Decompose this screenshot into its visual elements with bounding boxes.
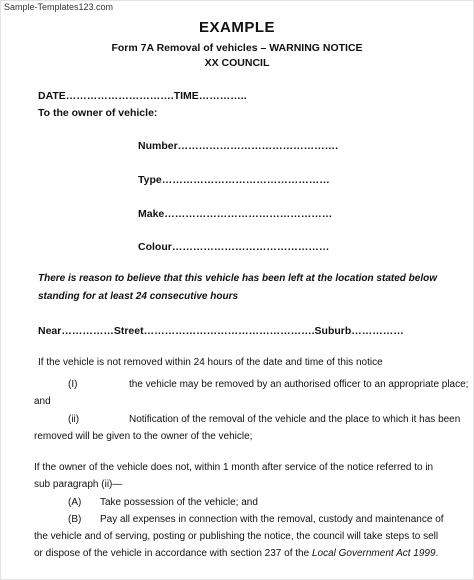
item-b-continuation-1: the vehicle and of serving, posting or publishing the notice, the council will take steps to sell xyxy=(34,531,439,542)
act-name: Local Government Act 1999 xyxy=(311,548,436,559)
paragraph-2-line-2: sub paragraph (ii)— xyxy=(34,479,123,490)
statement-line-2: standing for at least 24 consecutive hours xyxy=(38,291,239,302)
colour-field: Colour……………………………………… xyxy=(138,241,330,253)
item-b-text: Pay all expenses in connection with the removal, custody and maintenance of xyxy=(100,514,444,525)
type-field: Type………………………………………… xyxy=(138,174,330,186)
statement-line-1: There is reason to believe that this vehicle has been left at the location stated below xyxy=(38,273,437,284)
paragraph-1: If the vehicle is not removed within 24 hours of the date and time of this notice xyxy=(38,357,383,368)
make-field: Make………………………………………… xyxy=(138,208,333,220)
form-subtitle: Form 7A Removal of vehicles – WARNING NOTICE xyxy=(111,42,363,54)
item-b-number: (B) xyxy=(68,514,82,525)
number-field: Number………………………………………. xyxy=(138,140,339,152)
item-ii-continuation: removed will be given to the owner of the vehicle; xyxy=(34,431,253,442)
item-a-text: Take possession of the vehicle; and xyxy=(100,497,258,508)
council-name: XX COUNCIL xyxy=(204,57,270,69)
to-owner-label: To the owner of vehicle: xyxy=(38,107,158,119)
item-i-number: (I) xyxy=(68,379,78,390)
item-b-period: . xyxy=(435,548,439,559)
item-ii-text: Notification of the removal of the vehicle and the place to which it has been xyxy=(129,414,461,425)
item-ii-number: (ii) xyxy=(68,414,80,425)
item-b-continuation-2 xyxy=(34,548,438,559)
watermark: Sample-Templates123.com xyxy=(4,2,114,12)
date-time-field: DATE………………………….TIME………….. xyxy=(38,90,247,102)
location-field: Near……………Street………………………………………….Suburb…………… xyxy=(38,325,404,337)
item-b-continuation-2-text: or dispose of the vehicle in accordance with section 237 of the xyxy=(34,548,312,559)
document-title: EXAMPLE xyxy=(198,19,275,36)
item-a-number: (A) xyxy=(68,497,82,508)
paragraph-2-line-1: If the owner of the vehicle does not, within 1 month after service of the notice referred to in xyxy=(34,462,434,473)
and-connector: and xyxy=(34,396,51,407)
item-i-text: the vehicle may be removed by an authorised officer to an appropriate place; xyxy=(129,379,469,390)
